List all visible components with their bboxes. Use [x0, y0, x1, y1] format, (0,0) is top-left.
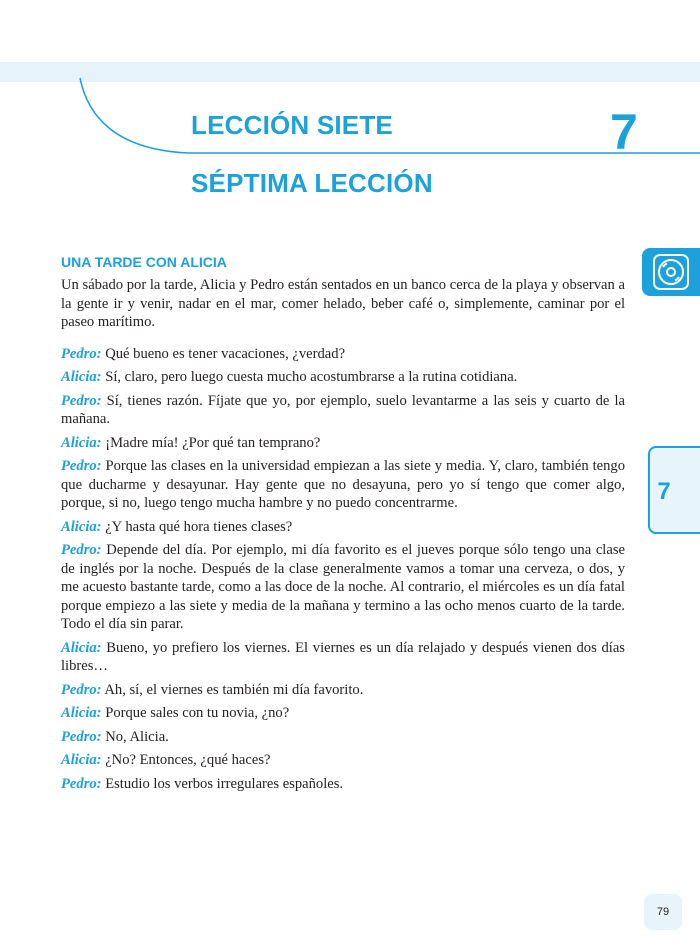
dialogue-text: Bueno, yo prefiero los viernes. El viernes es un día relajado y después vienen dos días libres…: [61, 639, 625, 674]
dialogue-text: Ah, sí, el viernes es también mi día favorito.: [104, 681, 364, 698]
section-title: UNA TARDE CON ALICIA: [61, 254, 227, 270]
dialogue-text: Porque sales con tu novia, ¿no?: [105, 705, 290, 721]
dialogue-text: Depende del día. Por ejemplo, mi día favorito es el jueves porque sólo tengo una clase de inglés por la noche. Después de la clase generalmente vamos a tomar una cerveza, o dos, y me acuesto bastante tarde, como a las doce de la noche. Al contrario, el miércoles es un día fatal porque empiezo a las siete y media de la mañana y termino a las ocho menos cuarto de la tarde. Todo el día sin parar.: [61, 542, 625, 632]
dialogue-line: [61, 434, 625, 453]
audio-cd-tab[interactable]: [642, 248, 700, 296]
chapter-tab-number: 7: [657, 478, 671, 505]
audio-cd-icon: [652, 253, 690, 291]
lesson-subtitle: SÉPTIMA LECCIÓN: [191, 168, 433, 198]
speaker-name: Pedro:: [61, 542, 102, 558]
dialogue-text: No, Alicia.: [105, 728, 169, 745]
page-number: 79: [644, 894, 682, 930]
speaker-name: Pedro:: [61, 775, 102, 792]
speaker-name: Pedro:: [61, 681, 102, 698]
dialogue-line: [61, 518, 625, 537]
speaker-name: Alicia:: [61, 518, 102, 535]
dialogue-line: [61, 775, 625, 794]
dialogue-text: ¿Y hasta qué hora tienes clases?: [105, 518, 293, 535]
speaker-name: Pedro:: [61, 458, 102, 474]
dialogue-text: Qué bueno es tener vacaciones, ¿verdad?: [105, 345, 346, 362]
speaker-name: Pedro:: [61, 392, 102, 409]
dialogue-text: ¿No? Entonces, ¿qué haces?: [105, 752, 271, 768]
dialogue-line: [61, 681, 625, 700]
speaker-name: Alicia:: [61, 369, 102, 385]
dialogue: [61, 345, 625, 794]
dialogue-text: Sí, tienes razón. Fíjate que yo, por ejemplo, suelo levantarme a las seis y cuarto de la mañana.: [61, 392, 625, 427]
dialogue-line: [61, 704, 625, 723]
chapter-tab[interactable]: [648, 446, 700, 534]
dialogue-line: [61, 728, 625, 747]
speaker-name: Alicia:: [61, 705, 102, 721]
dialogue-line: [61, 457, 625, 513]
dialogue-line: [61, 639, 625, 676]
dialogue-line: [61, 345, 625, 364]
lesson-number: 7: [610, 104, 638, 160]
speaker-name: Alicia:: [61, 434, 102, 451]
dialogue-line: [61, 392, 625, 429]
speaker-name: Pedro:: [61, 345, 102, 362]
header-curve-decoration: [0, 0, 700, 170]
dialogue-text: Estudio los verbos irregulares españoles.: [105, 775, 344, 792]
dialogue-line: [61, 368, 625, 387]
speaker-name: Alicia:: [61, 752, 102, 768]
reading-text: [61, 276, 625, 798]
dialogue-text: Sí, claro, pero luego cuesta mucho acostumbrarse a la rutina cotidiana.: [105, 369, 518, 385]
intro-paragraph: Un sábado por la tarde, Alicia y Pedro están sentados en un banco cerca de la playa y observan a la gente ir y venir, nadar en el mar, comer helado, beber café o, simplemente, caminar por el paseo marítimo.: [61, 277, 625, 330]
speaker-name: Alicia:: [61, 639, 102, 656]
dialogue-text: Porque las clases en la universidad empiezan a las siete y media. Y, claro, también tengo que ducharme y desayunar. Hay gente que no desayuna, pero yo sí tengo que comer algo, porque, si no, luego tengo mucha hambre y no puedo concentrarme.: [61, 458, 625, 511]
dialogue-line: [61, 541, 625, 634]
speaker-name: Pedro:: [61, 728, 102, 745]
dialogue-line: [61, 751, 625, 770]
lesson-title: LECCIÓN SIETE: [191, 110, 393, 140]
dialogue-text: ¡Madre mía! ¿Por qué tan temprano?: [105, 434, 321, 451]
